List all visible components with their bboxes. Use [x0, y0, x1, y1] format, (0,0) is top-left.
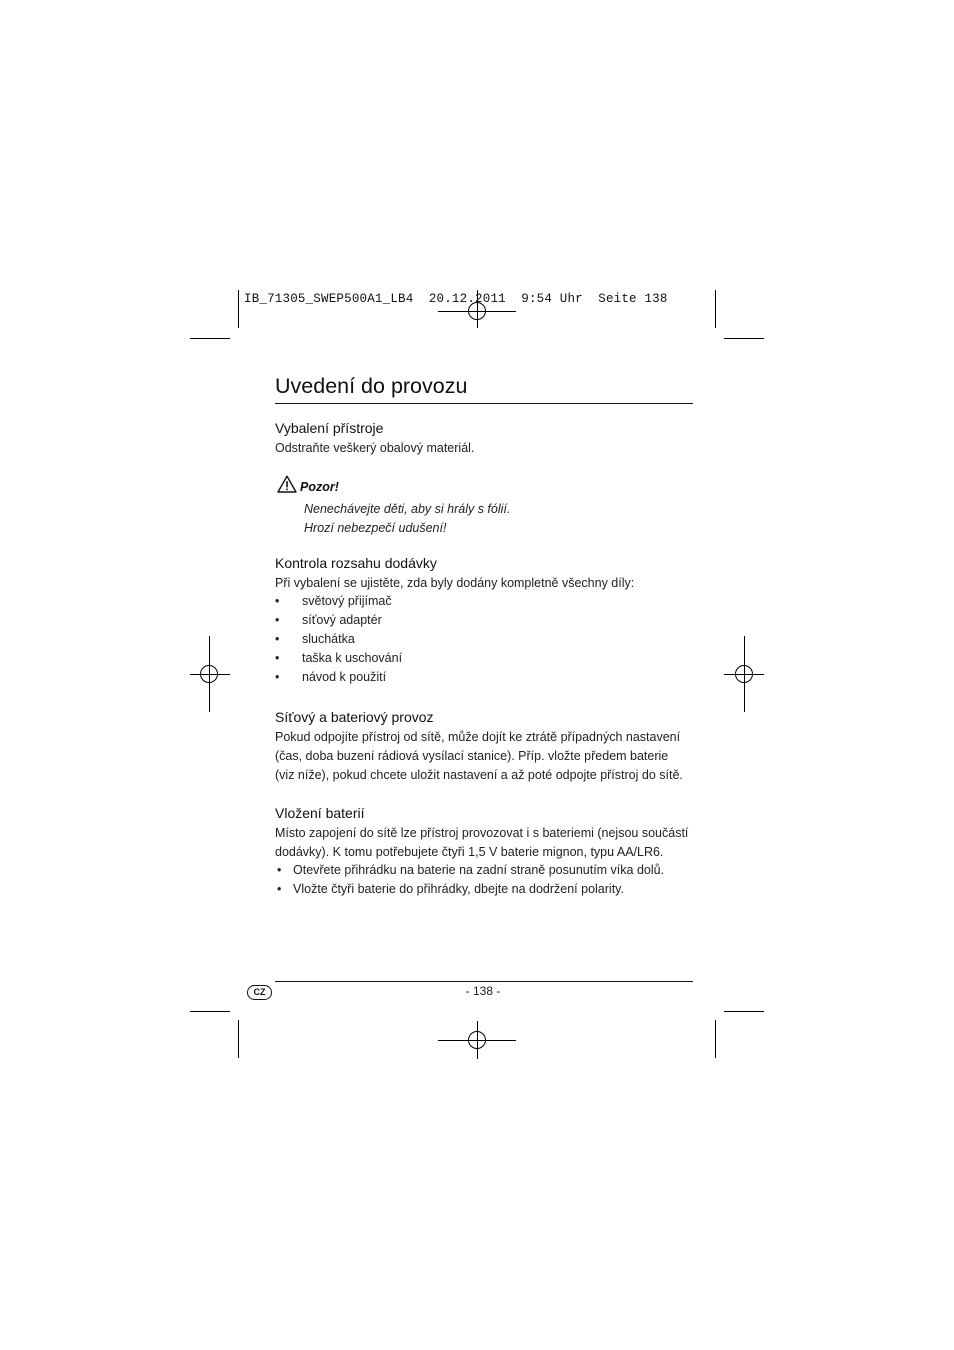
list-item: • síťový adaptér: [275, 613, 382, 627]
list-item: • Vložte čtyři baterie do přihrádky, dbejte na dodržení polarity.: [277, 882, 624, 896]
section-heading-batteries: Vložení baterií: [275, 805, 365, 821]
footer-rule: [275, 981, 693, 982]
warning-line: Hrozí nebezpečí udušení!: [304, 521, 447, 535]
list-item: • světový přijímač: [275, 594, 392, 608]
battery-text-line: dodávky). K tomu potřebujete čtyři 1,5 V baterie mignon, typu AA/LR6.: [275, 845, 664, 859]
unpacking-text: Odstraňte veškerý obalový materiál.: [275, 441, 475, 455]
warning-triangle-icon: [277, 475, 297, 498]
list-item: • Otevřete přihrádku na baterie na zadní straně posunutím víka dolů.: [277, 863, 665, 877]
power-text-line: Pokud odpojíte přístroj od sítě, může dojít ke ztrátě případných nastavení: [275, 730, 681, 744]
power-text-line: (viz níže), pokud chcete uložit nastavení a až poté odpojte přístroj do sítě.: [275, 768, 683, 782]
page-title: Uvedení do provozu: [275, 374, 468, 398]
list-item: • taška k uschování: [275, 651, 403, 665]
power-text-line: (čas, doba buzení rádiová vysílací stanice). Příp. vložte předem baterie: [275, 749, 669, 763]
print-slug: IB_71305_SWEP500A1_LB4 20.12.2011 9:54 Uhr Seite 138: [244, 292, 668, 306]
section-heading-unpacking: Vybalení přístroje: [275, 420, 384, 436]
warning-label: Pozor!: [300, 480, 339, 494]
section-heading-power-mode: Síťový a bateriový provoz: [275, 709, 434, 725]
title-underline: [275, 403, 693, 404]
section-heading-delivery-check: Kontrola rozsahu dodávky: [275, 555, 437, 571]
delivery-intro: Při vybalení se ujistěte, zda byly dodány kompletně všechny díly:: [275, 576, 635, 590]
list-item: • návod k použití: [275, 670, 387, 684]
warning-line: Nenechávejte děti, aby si hrály s fólií.: [304, 502, 511, 516]
language-badge: CZ: [247, 985, 272, 1000]
battery-text-line: Místo zapojení do sítě lze přístroj provozovat i s bateriemi (nejsou součástí: [275, 826, 689, 840]
page-number: - 138 -: [465, 984, 501, 998]
list-item: • sluchátka: [275, 632, 355, 646]
